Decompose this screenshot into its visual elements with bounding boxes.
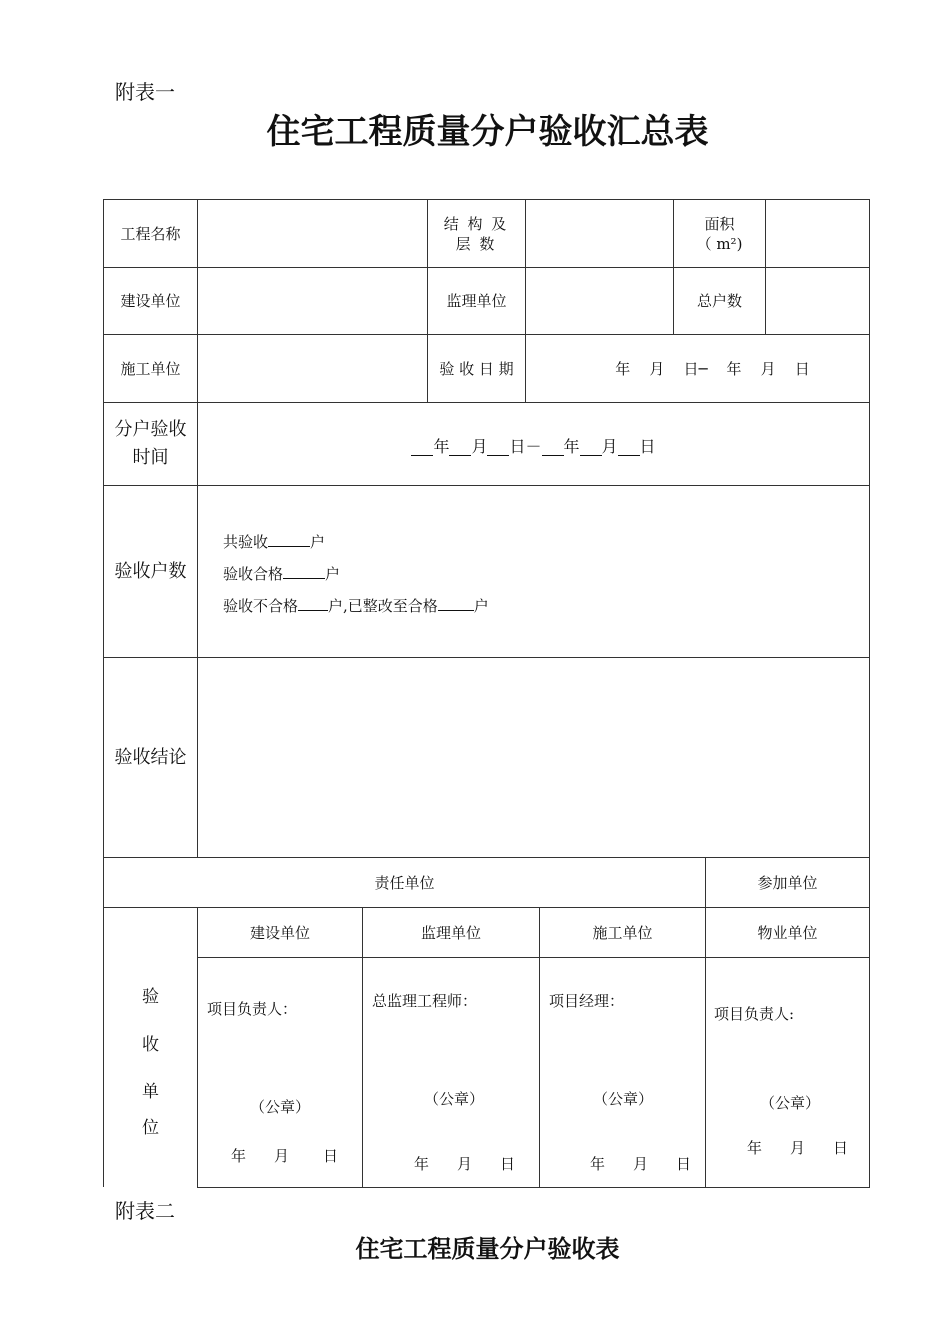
participating-units-label: 参加单位 — [757, 873, 818, 892]
responsible-units-label: 责任单位 — [374, 873, 435, 892]
households-label: 总户数 — [696, 292, 742, 310]
property-signer-label: 项目负责人: — [714, 1005, 795, 1023]
appendix-2-label: 附表二 — [115, 1199, 175, 1223]
total-line[interactable]: 共验收 户 — [223, 526, 489, 558]
unqualified-line[interactable]: 验收不合格 户,已整改至合格 户 — [223, 590, 489, 622]
qualified-line[interactable]: 验收合格 户 — [223, 558, 489, 590]
supervisor-field[interactable] — [526, 268, 673, 334]
builder-sign-date[interactable]: 年 月 日 — [231, 1147, 339, 1165]
acceptance-units-side-label-2: 收 — [142, 1035, 159, 1055]
contractor-label: 施工单位 — [120, 359, 181, 378]
property-sign-date[interactable]: 年 月 日 — [747, 1139, 849, 1157]
contractor-signer-label: 项目经理： — [549, 992, 625, 1010]
supervisor-label: 监理单位 — [446, 292, 507, 310]
acceptance-date-label: 验 收 日 期 — [439, 359, 514, 378]
conclusion-field[interactable] — [198, 658, 869, 857]
area-field[interactable] — [766, 200, 869, 267]
unit-property-header: 物业单位 — [757, 923, 818, 942]
project-name-label: 工程名称 — [120, 224, 181, 243]
household-acceptance-time-label — [104, 403, 197, 485]
household-count-label: 验收户数 — [114, 560, 187, 582]
structure-field[interactable] — [526, 200, 673, 267]
area-label-line2: （ m²) — [696, 234, 743, 253]
area-label — [674, 200, 765, 267]
households-field[interactable] — [766, 268, 869, 334]
supervisor-sign-date[interactable]: 年 月 日 — [414, 1155, 516, 1173]
household-count-lines — [223, 526, 489, 622]
day-text-2: 日 — [639, 437, 656, 456]
supervisor-signer-label: 总监理工程师： — [372, 992, 478, 1010]
appendix-1-label: 附表一 — [115, 80, 175, 104]
household-acceptance-time-field[interactable] — [198, 403, 869, 485]
dash-text: － — [525, 437, 542, 456]
time-label-line2: 时间 — [132, 447, 169, 468]
acceptance-units-side-label-1: 验 — [142, 987, 159, 1007]
acceptance-units-side-label-4: 位 — [142, 1118, 159, 1138]
month-text: 月 — [471, 437, 488, 456]
project-name-field[interactable] — [198, 200, 427, 267]
contractor-sign-date[interactable]: 年 月 日 — [590, 1155, 692, 1173]
conclusion-label: 验收结论 — [114, 746, 187, 768]
acceptance-units-side-label-3: 单 — [142, 1082, 159, 1102]
area-label-line1: 面积 — [704, 214, 735, 233]
year-text: 年 — [433, 437, 450, 456]
day-text: 日 — [509, 437, 526, 456]
page-title-2: 住宅工程质量分户验收表 — [355, 1234, 620, 1263]
supervisor-seal: （公章） — [424, 1090, 485, 1108]
month-text-2: 月 — [601, 437, 618, 456]
acceptance-date-range[interactable]: 年 月 日─ 年 月 日 — [615, 359, 810, 378]
unit-contractor-header: 施工单位 — [592, 923, 653, 942]
contractor-seal: （公章） — [593, 1090, 654, 1108]
contractor-field[interactable] — [198, 335, 427, 402]
unit-supervisor-header: 监理单位 — [420, 923, 481, 942]
property-seal: （公章） — [760, 1094, 821, 1112]
builder-seal: （公章） — [250, 1098, 311, 1116]
builder-signer-label: 项目负责人： — [207, 1000, 298, 1018]
builder-label: 建设单位 — [120, 292, 181, 310]
time-label-line1: 分户验收 — [114, 419, 187, 440]
page-title: 住宅工程质量分户验收汇总表 — [266, 112, 709, 152]
unit-builder-header: 建设单位 — [249, 923, 310, 942]
builder-field[interactable] — [198, 268, 427, 334]
year-text-2: 年 — [563, 437, 580, 456]
structure-label: 结 构 及 层 数 — [443, 214, 509, 253]
